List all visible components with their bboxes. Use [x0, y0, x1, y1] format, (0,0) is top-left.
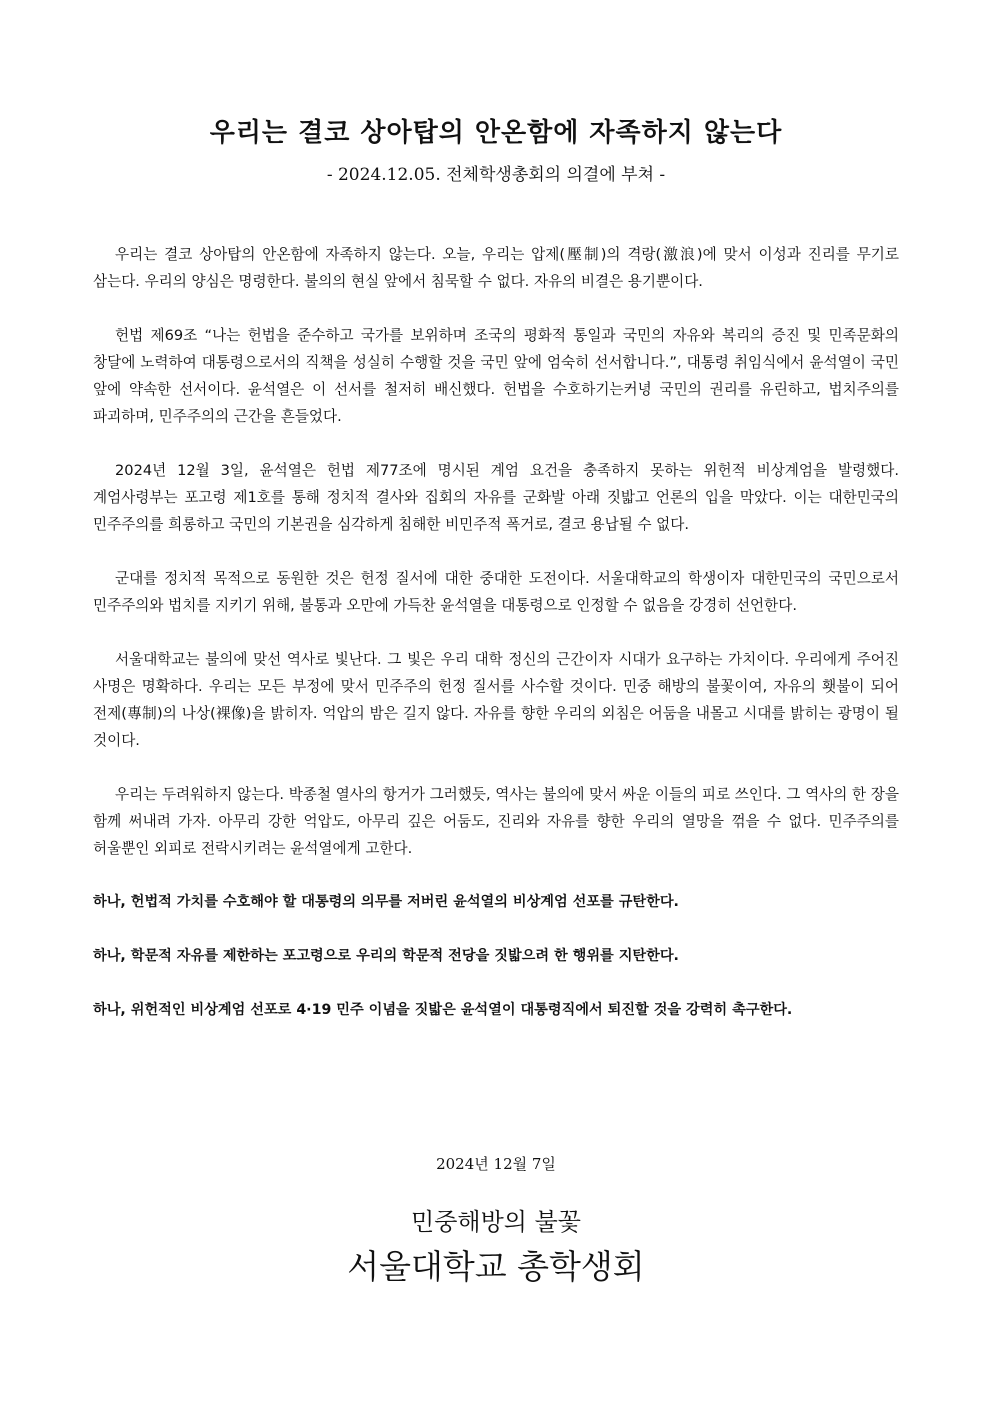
- signature-organization: 서울대학교 총학생회: [347, 1247, 645, 1286]
- document-title: 우리는 결코 상아탑의 안온함에 자족하지 않는다: [209, 118, 783, 148]
- resolution-item: 하나, 학문적 자유를 제한하는 포고령으로 우리의 학문적 전당을 짓밟으려 한 행위를 지탄한다.: [93, 948, 679, 964]
- paragraph: 서울대학교는 불의에 맞선 역사로 빛난다. 그 빛은 우리 대학 정신의 근간이자 시대가 요구하는 가치이다. 우리에게 주어진 사명은 명확하다. 우리는 모든 부정에 맞서 민주주의 헌정 질서를 사수할 것이다. 민중 해방의 불꽃이여, 자유의 횃불이 되어 전제(專制)의 나상(裸像)을 밝히자. 억압의 밤은 길지 않다. 자유를 향한 우리의 외침은 어둠을 내몰고 시대를 밝히는 광명이 될 것이다.: [93, 651, 899, 749]
- paragraph: 헌법 제69조 “나는 헌법을 준수하고 국가를 보위하며 조국의 평화적 통일과 국민의 자유와 복리의 증진 및 민족문화의 창달에 노력하여 대통령으로서의 직책을 성실히 수행할 것을 국민 앞에 엄숙히 선서합니다.”, 대통령 취임식에서 윤석열이 국민 앞에 약속한 선서이다. 윤석열은 이 선서를 철저히 배신했다. 헌법을 수호하기는커녕 국민의 권리를 유린하고, 법치주의를 파괴하며, 민주주의의 근간을 흔들었다.: [93, 327, 899, 425]
- document-page: [93, 0, 899, 1403]
- paragraph: 2024년 12월 3일, 윤석열은 헌법 제77조에 명시된 계엄 요건을 충족하지 못하는 위헌적 비상계엄을 발령했다. 계엄사령부는 포고령 제1호를 통해 정치적 결사와 집회의 자유를 군화발 아래 짓밟고 언론의 입을 막았다. 이는 대한민국의 민주주의를 희롱하고 국민의 기본권을 심각하게 침해한 비민주적 폭거로, 결코 용납될 수 없다.: [93, 462, 899, 533]
- signature-subtitle: 민중해방의 불꽃: [411, 1208, 581, 1236]
- paragraph: 우리는 두려워하지 않는다. 박종철 열사의 항거가 그러했듯, 역사는 불의에 맞서 싸운 이들의 피로 쓰인다. 그 역사의 한 장을 함께 써내려 가자. 아무리 강한 억압도, 아무리 깊은 어둠도, 진리와 자유를 향한 우리의 열망을 꺾을 수 없다. 민주주의를 허울뿐인 외피로 전락시키려는 윤석열에게 고한다.: [93, 786, 899, 857]
- resolution-item: 하나, 헌법적 가치를 수호해야 할 대통령의 의무를 저버린 윤석열의 비상계엄 선포를 규탄한다.: [93, 894, 679, 910]
- statement-date: 2024년 12월 7일: [436, 1155, 556, 1173]
- resolution-item: 하나, 위헌적인 비상계엄 선포로 4·19 민주 이념을 짓밟은 윤석열이 대통령직에서 퇴진할 것을 강력히 촉구한다.: [93, 1002, 793, 1018]
- paragraph: 군대를 정치적 목적으로 동원한 것은 헌정 질서에 대한 중대한 도전이다. 서울대학교의 학생이자 대한민국의 국민으로서 민주주의와 법치를 지키기 위해, 불통과 오만에 가득찬 윤석열을 대통령으로 인정할 수 없음을 강경히 선언한다.: [93, 570, 899, 614]
- paragraph: 우리는 결코 상아탑의 안온함에 자족하지 않는다. 오늘, 우리는 압제(壓制)의 격랑(激浪)에 맞서 이성과 진리를 무기로 삼는다. 우리의 양심은 명령한다. 불의의 현실 앞에서 침묵할 수 없다. 자유의 비결은 용기뿐이다.: [93, 246, 899, 290]
- document-subtitle: - 2024.12.05. 전체학생총회의 의결에 부쳐 -: [326, 165, 666, 185]
- statement-body: [93, 241, 899, 1051]
